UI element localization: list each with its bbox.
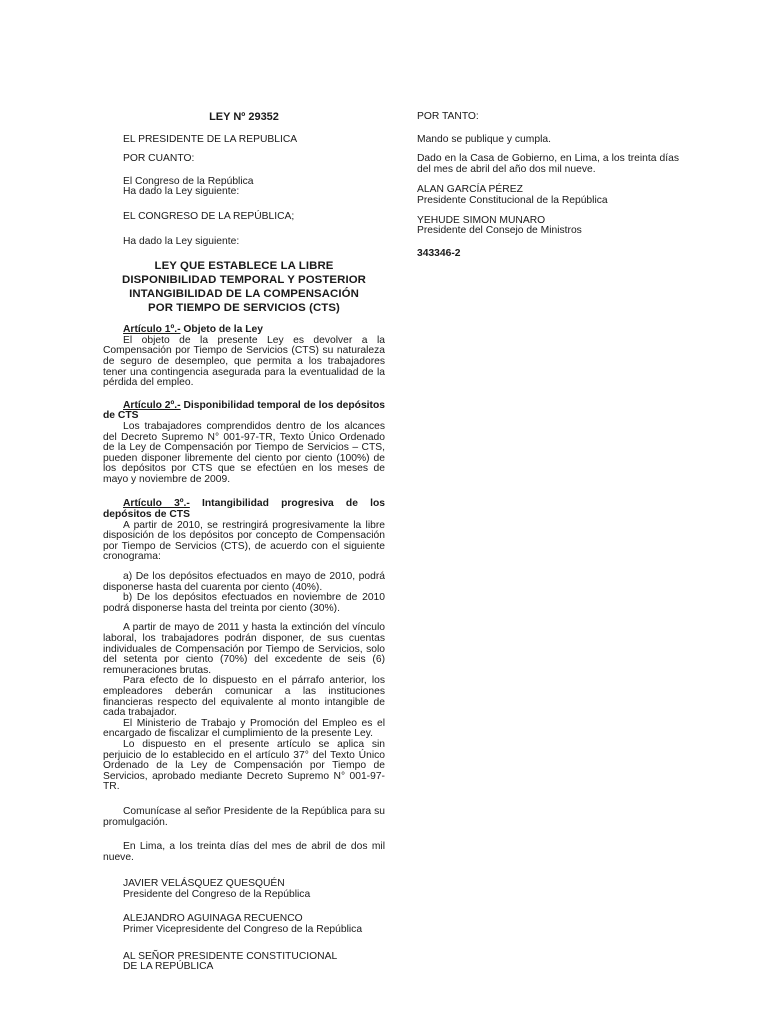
- article-1-text: El objeto de la presente Ley es devolver a la Compensación por Tiempo de Servicios (CTS) su naturaleza de seguro de desempleo, que permita a los trabajadores tener una contingencia asegurada para la eventualidad de la pérdida del empleo.: [103, 334, 385, 389]
- article-1-number: Artículo 1º.-: [123, 324, 181, 336]
- left-column: [103, 112, 385, 973]
- article-3-title: Intangibilidad progresiva de los depósitos de CTS: [103, 498, 385, 521]
- article-1-title: Objeto de la Ley: [180, 324, 263, 336]
- article-3-number: Artículo 3º.-: [123, 498, 190, 510]
- article-3-paragraph-3: Para efecto de lo dispuesto en el párrafo anterior, los empleadores deberán comunicar a las instituciones financieras respecto del equivalente al monto intangible de cada trabajador.: [103, 675, 385, 719]
- congreso-line-2: Ha dado la Ley siguiente:: [123, 186, 240, 198]
- publication-code: 343346-2: [417, 247, 461, 259]
- right-column: [417, 112, 679, 259]
- signature-2-role: Primer Vicepresidente del Congreso de la República: [123, 924, 363, 936]
- article-3-paragraph-4: El Ministerio de Trabajo y Promoción del Empleo es el encargado de fiscalizar el cumplimiento de la presente Ley.: [103, 717, 385, 740]
- president-signature-name: ALAN GARCÍA PÉREZ: [417, 184, 523, 196]
- article-2-text: Los trabajadores comprendidos dentro de los alcances del Decreto Supremo N° 001-97-TR, Texto Único Ordenado de la Ley de Compensación por Tiempo de Servicios – CTS, pueden disponer libremente del ciento por ciento (100%) de los depósitos por CTS que se efectúen en los meses de mayo y noviembre de 2009.: [103, 420, 385, 485]
- article-3-item-a: a) De los depósitos efectuados en mayo de 2010, podrá disponerse hasta del cuarenta por ciento (40%).: [103, 571, 385, 593]
- por-cuanto: POR CUANTO:: [123, 153, 195, 165]
- law-title: LEY QUE ESTABLECE LA LIBRE DISPONIBILIDAD TEMPORAL Y POSTERIOR INTANGIBILIDAD DE LA COMPENSACIÓN POR TIEMPO DE SERVICIOS (CTS): [122, 260, 366, 315]
- article-2-number: Artículo 2º.-: [123, 399, 181, 411]
- signature-1-name: JAVIER VELÁSQUEZ QUESQUÉN: [123, 878, 285, 890]
- president-signature-role: Presidente Constitucional de la República: [417, 194, 608, 206]
- article-2-title: Disponibilidad temporal de los depósitos de CTS: [103, 399, 385, 422]
- addressee-line-2: DE LA REPÚBLICA: [123, 961, 214, 973]
- article-2: [103, 401, 385, 486]
- por-tanto: POR TANTO:: [417, 111, 479, 122]
- en-lima: En Lima, a los treinta días del mes de abril de dos mil nueve.: [103, 841, 385, 863]
- ha-dado: Ha dado la Ley siguiente:: [123, 235, 240, 247]
- congreso-line-1: El Congreso de la República: [123, 175, 254, 187]
- president-line: EL PRESIDENTE DE LA REPUBLICA: [123, 133, 298, 145]
- article-3-paragraph-2: A partir de mayo de 2011 y hasta la extinción del vínculo laboral, los trabajadores podrán disponer, de sus cuentas individuales de Compensación por Tiempo de Servicios, solo del setenta por ciento (70%) del excedente de seis (6) remuneraciones brutas.: [103, 622, 385, 676]
- congreso-caps: EL CONGRESO DE LA REPÚBLICA;: [123, 210, 295, 222]
- article-1: [103, 325, 385, 389]
- article-3: [103, 499, 385, 792]
- comunicase: Comunícase al señor Presidente de la República para su promulgación.: [103, 805, 385, 828]
- law-number: LEY Nº 29352: [209, 111, 279, 123]
- article-3-paragraph-5: Lo dispuesto en el presente artículo se aplica sin perjuicio de lo establecido en el artículo 37° del Texto Único Ordenado de la Ley de Compensación por Tiempo de Servicios, aprobado mediante Decreto Supremo N° 001-97-TR.: [103, 738, 385, 793]
- article-3-item-b: b) De los depósitos efectuados en noviembre de 2010 podrá disponerse hasta del treinta por ciento (30%).: [103, 592, 385, 614]
- signature-1-role: Presidente del Congreso de la República: [123, 888, 311, 900]
- article-3-paragraph-1: A partir de 2010, se restringirá progresivamente la libre disposición de los depósitos por concepto de Compensación por Tiempo de Servicios (CTS), de acuerdo con el siguiente cronograma:: [103, 519, 385, 563]
- minister-signature-role: Presidente del Consejo de Ministros: [417, 225, 582, 237]
- minister-signature-name: YEHUDE SIMON MUNARO: [417, 214, 546, 226]
- signature-2-name: ALEJANDRO AGUINAGA RECUENCO: [123, 913, 303, 925]
- mando: Mando se publique y cumpla.: [417, 133, 551, 145]
- dado-en: Dado en la Casa de Gobierno, en Lima, a los treinta días del mes de abril del año dos mil nueve.: [417, 153, 679, 175]
- addressee-line-1: AL SEÑOR PRESIDENTE CONSTITUCIONAL: [123, 950, 338, 962]
